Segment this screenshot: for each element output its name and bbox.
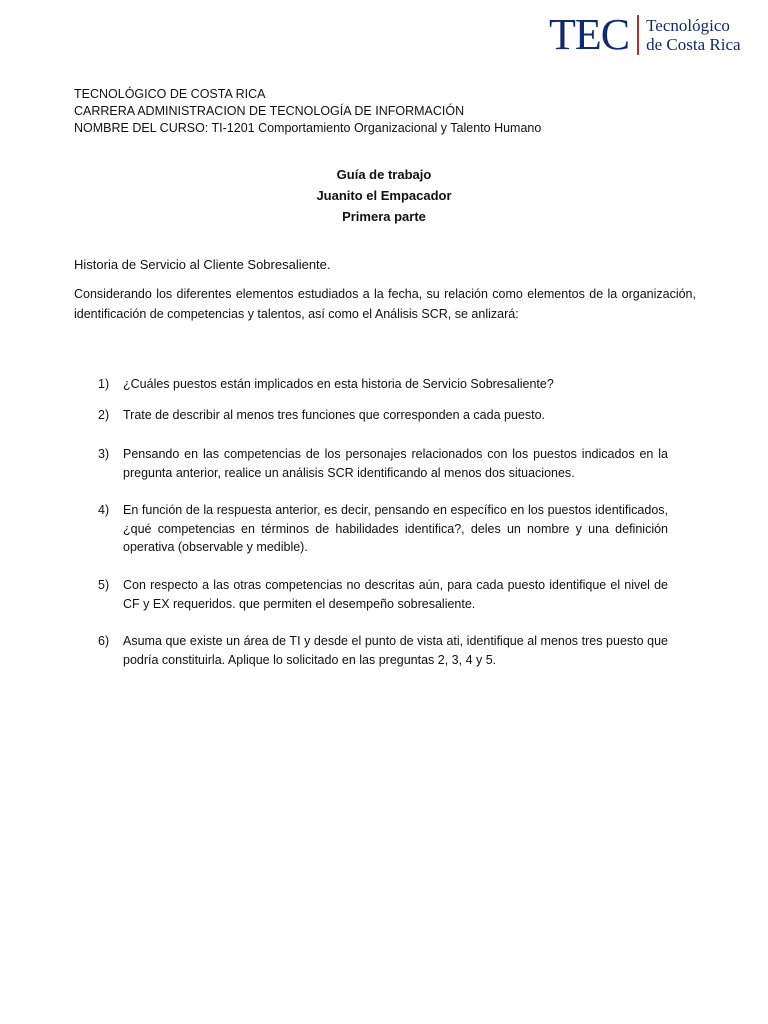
logo-line-1: Tecnológico	[646, 16, 730, 35]
question-text: Asuma que existe un área de TI y desde el punto de vista ati, identifique al menos tres puesto que podría constituirla. Aplique lo solicitado en las preguntas 2, 3, 4 y 5.	[123, 634, 668, 667]
career-name: CARRERA ADMINISTRACION DE TECNOLOGÍA DE INFORMACIÓN	[74, 104, 465, 118]
institution-name: TECNOLÓGICO DE COSTA RICA	[74, 87, 266, 101]
question-item	[98, 406, 668, 425]
course-name: NOMBRE DEL CURSO: TI-1201 Comportamiento Organizacional y Talento Humano	[74, 121, 542, 135]
question-number: 1)	[98, 377, 110, 391]
question-item	[98, 576, 668, 613]
title-case: Juanito el Empacador	[316, 188, 452, 203]
question-item	[98, 445, 668, 482]
question-text: Con respecto a las otras competencias no descritas aún, para cada puesto identifique el nivel de CF y EX requeridos. que permiten el desempeño sobresaliente.	[123, 578, 668, 611]
question-number: 4)	[98, 503, 110, 517]
logo-wordmark	[646, 16, 740, 54]
question-number: 5)	[98, 578, 110, 592]
question-number: 6)	[98, 634, 110, 648]
logo-line-2: de Costa Rica	[646, 35, 741, 54]
question-text: ¿Cuáles puestos están implicados en esta historia de Servicio Sobresaliente?	[123, 377, 554, 391]
question-text: En función de la respuesta anterior, es decir, pensando en específico en los puestos identificados, ¿qué competencias en términos de habilidades identifica?, deles un nombre y una definición operativa (observable y medible).	[123, 503, 668, 554]
tec-logo	[549, 10, 741, 59]
logo-divider	[637, 15, 639, 55]
question-item	[98, 501, 668, 557]
title-part: Primera parte	[342, 209, 426, 224]
logo-mark: TEC	[549, 10, 630, 59]
document-titles	[0, 164, 768, 227]
title-guide: Guía de trabajo	[336, 167, 432, 182]
document-header	[74, 86, 541, 137]
section-title: Historia de Servicio al Cliente Sobresaliente.	[74, 257, 331, 272]
question-text: Trate de describir al menos tres funciones que corresponden a cada puesto.	[123, 408, 546, 422]
question-number: 3)	[98, 447, 110, 461]
intro-paragraph: Considerando los diferentes elementos estudiados a la fecha, su relación como elementos de la organización, identificación de competencias y talentos, así como el Análisis SCR, se anlizará:	[74, 287, 696, 321]
question-item	[98, 375, 668, 394]
question-text: Pensando en las competencias de los personajes relacionados con los puestos indicados en la pregunta anterior, realice un análisis SCR identificando al menos dos situaciones.	[123, 447, 668, 480]
question-item	[98, 632, 668, 669]
question-number: 2)	[98, 408, 110, 422]
